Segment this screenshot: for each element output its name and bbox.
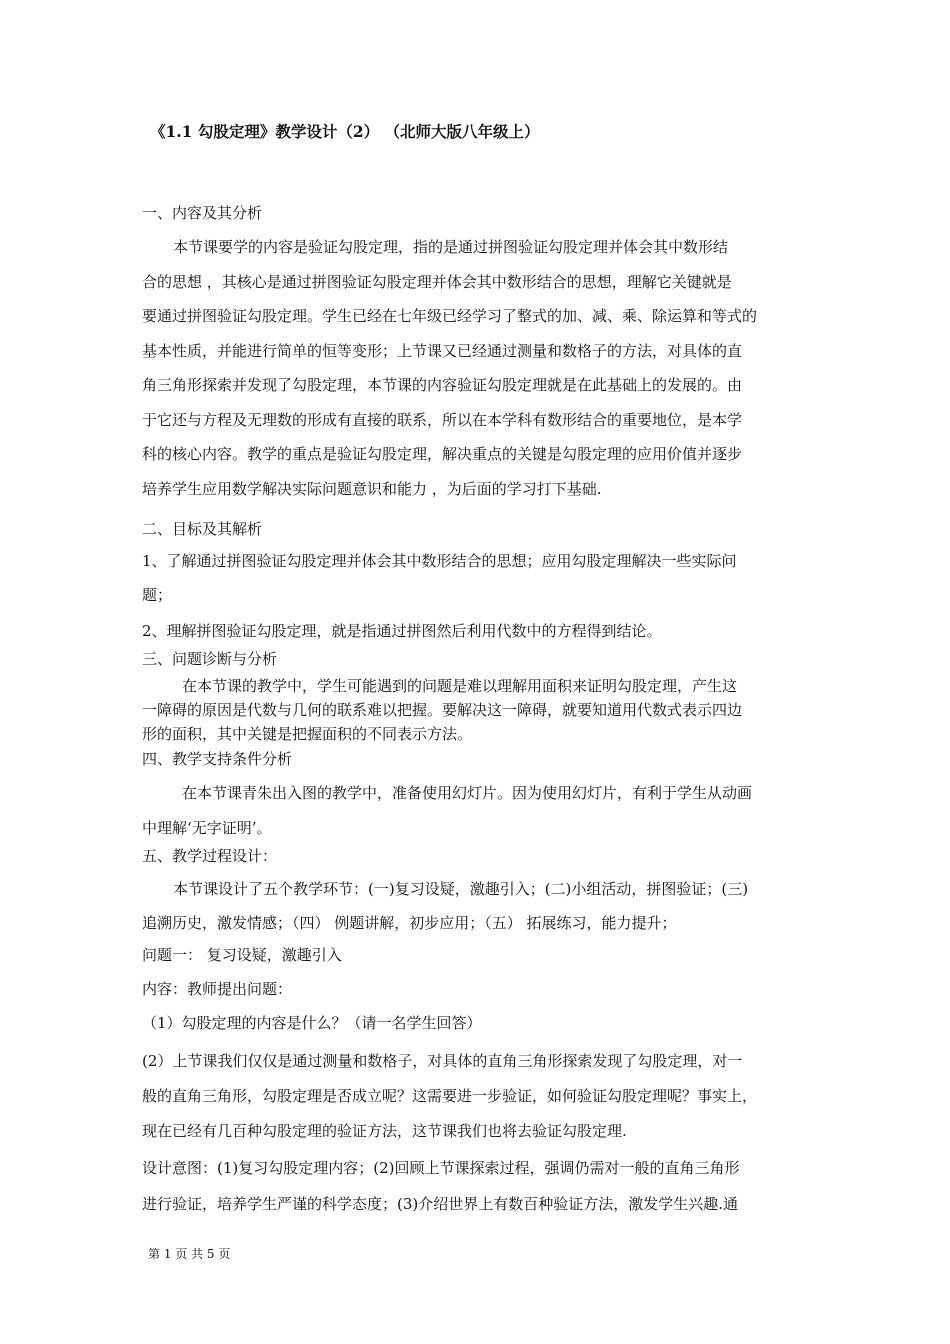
page-footer: 第 1 页 共 5 页 [148,1247,231,1261]
paragraph-line: 追溯历史，激发情感；（四） 例题讲解，初步应用；（五） 拓展练习，能力提升； [142,914,677,932]
document-title: 《1.1 勾股定理》教学设计（2） （北师大版八年级上） [150,122,540,141]
paragraph-line: 形的面积，其中关键是把握面积的不同表示方法。 [142,725,473,743]
paragraph-line: 本节课要学的内容是验证勾股定理，指的是通过拼图验证勾股定理并体会其中数形结 [173,238,729,256]
paragraph-line: 要通过拼图验证勾股定理。学生已经在七年级已经学习了整式的加、减、乘、除运算和等式的 [142,307,758,325]
question-one-heading: 问题一： 复习设疑，激趣引入 [142,946,342,964]
paragraph-line: 设计意图：(1)复习勾股定理内容；(2)回顾上节课探索过程，强调仍需对一般的直角三角形 [142,1159,740,1177]
objective-item-2: 2、理解拼图验证勾股定理，就是指通过拼图然后利用代数中的方程得到结论。 [142,622,662,640]
section-heading-diagnosis: 三、问题诊断与分析 [142,650,278,668]
paragraph-line: 题； [142,586,173,604]
diagnosis-paragraph [142,674,810,746]
content-label: 内容：教师提出问题： [142,980,293,998]
paragraph-line: (2）上节课我们仅仅是通过测量和数格子，对具体的直角三角形探索发现了勾股定理，对一 [142,1052,743,1070]
paragraph-line: 在本节课青朱出入图的教学中，准备使用幻灯片。因为使用幻灯片，有利于学生从动画 [182,784,753,802]
paragraph-line: 1、了解通过拼图验证勾股定理并体会其中数形结合的思想；应用勾股定理解决一些实际问 [142,552,737,570]
content-analysis-paragraph [142,230,810,506]
support-paragraph [142,776,810,846]
objective-item-1 [142,544,810,612]
paragraph-line: 于它还与方程及无理数的形成有直接的联系，所以在本学科有数形结合的重要地位，是本学 [142,410,743,429]
design-intent-paragraph [142,1150,810,1222]
paragraph-line: 进行验证，培养学生严谨的科学态度；(3)介绍世界上有数百种验证方法，激发学生兴趣.通 [142,1195,739,1213]
paragraph-line: 一障碍的原因是代数与几何的联系难以把握。要解决这一障碍，就要知道用代数式表示四边 [142,701,743,719]
paragraph-line: 本节课设计了五个教学环节：(一)复习设疑，激趣引入；(二)小组活动，拼图验证；(三) [173,880,749,898]
section-heading-process: 五、教学过程设计： [142,847,278,865]
paragraph-line: 中理解‘无字证明’。 [142,819,272,837]
paragraph-line: 合的思想 ，其核心是通过拼图验证勾股定理并体会其中数形结合的思想，理解它关键就是 [142,272,732,291]
section-heading-objectives: 二、目标及其解析 [142,520,263,538]
question-item-2 [142,1044,810,1149]
section-heading-support: 四、教学支持条件分析 [142,750,293,768]
process-paragraph [142,872,810,940]
paragraph-line: 角三角形探索并发现了勾股定理，本节课的内容验证勾股定理就是在此基础上的发展的。由 [142,376,743,394]
paragraph-line: 培养学生应用数学解决实际问题意识和能力 ，为后面的学习打下基础. [142,479,602,498]
section-heading-content-analysis: 一、内容及其分析 [142,204,263,222]
paragraph-line: 基本性质，并能进行简单的恒等变形；上节课又已经通过测量和数格子的方法，对具体的直 [142,341,743,360]
paragraph-line: 在本节课的教学中，学生可能遇到的问题是难以理解用面积来证明勾股定理，产生这 [182,677,738,695]
paragraph-line: 现在已经有几百种勾股定理的验证方法，这节课我们也将去验证勾股定理. [142,1122,627,1140]
question-item-1: （1）勾股定理的内容是什么？（请一名学生回答） [142,1014,482,1032]
paragraph-line: 科的核心内容。教学的重点是验证勾股定理，解决重点的关键是勾股定理的应用价值并逐步 [142,445,743,463]
paragraph-line: 般的直角三角形，勾股定理是否成立呢？这需要进一步验证，如何验证勾股定理呢？事实上， [142,1087,758,1105]
